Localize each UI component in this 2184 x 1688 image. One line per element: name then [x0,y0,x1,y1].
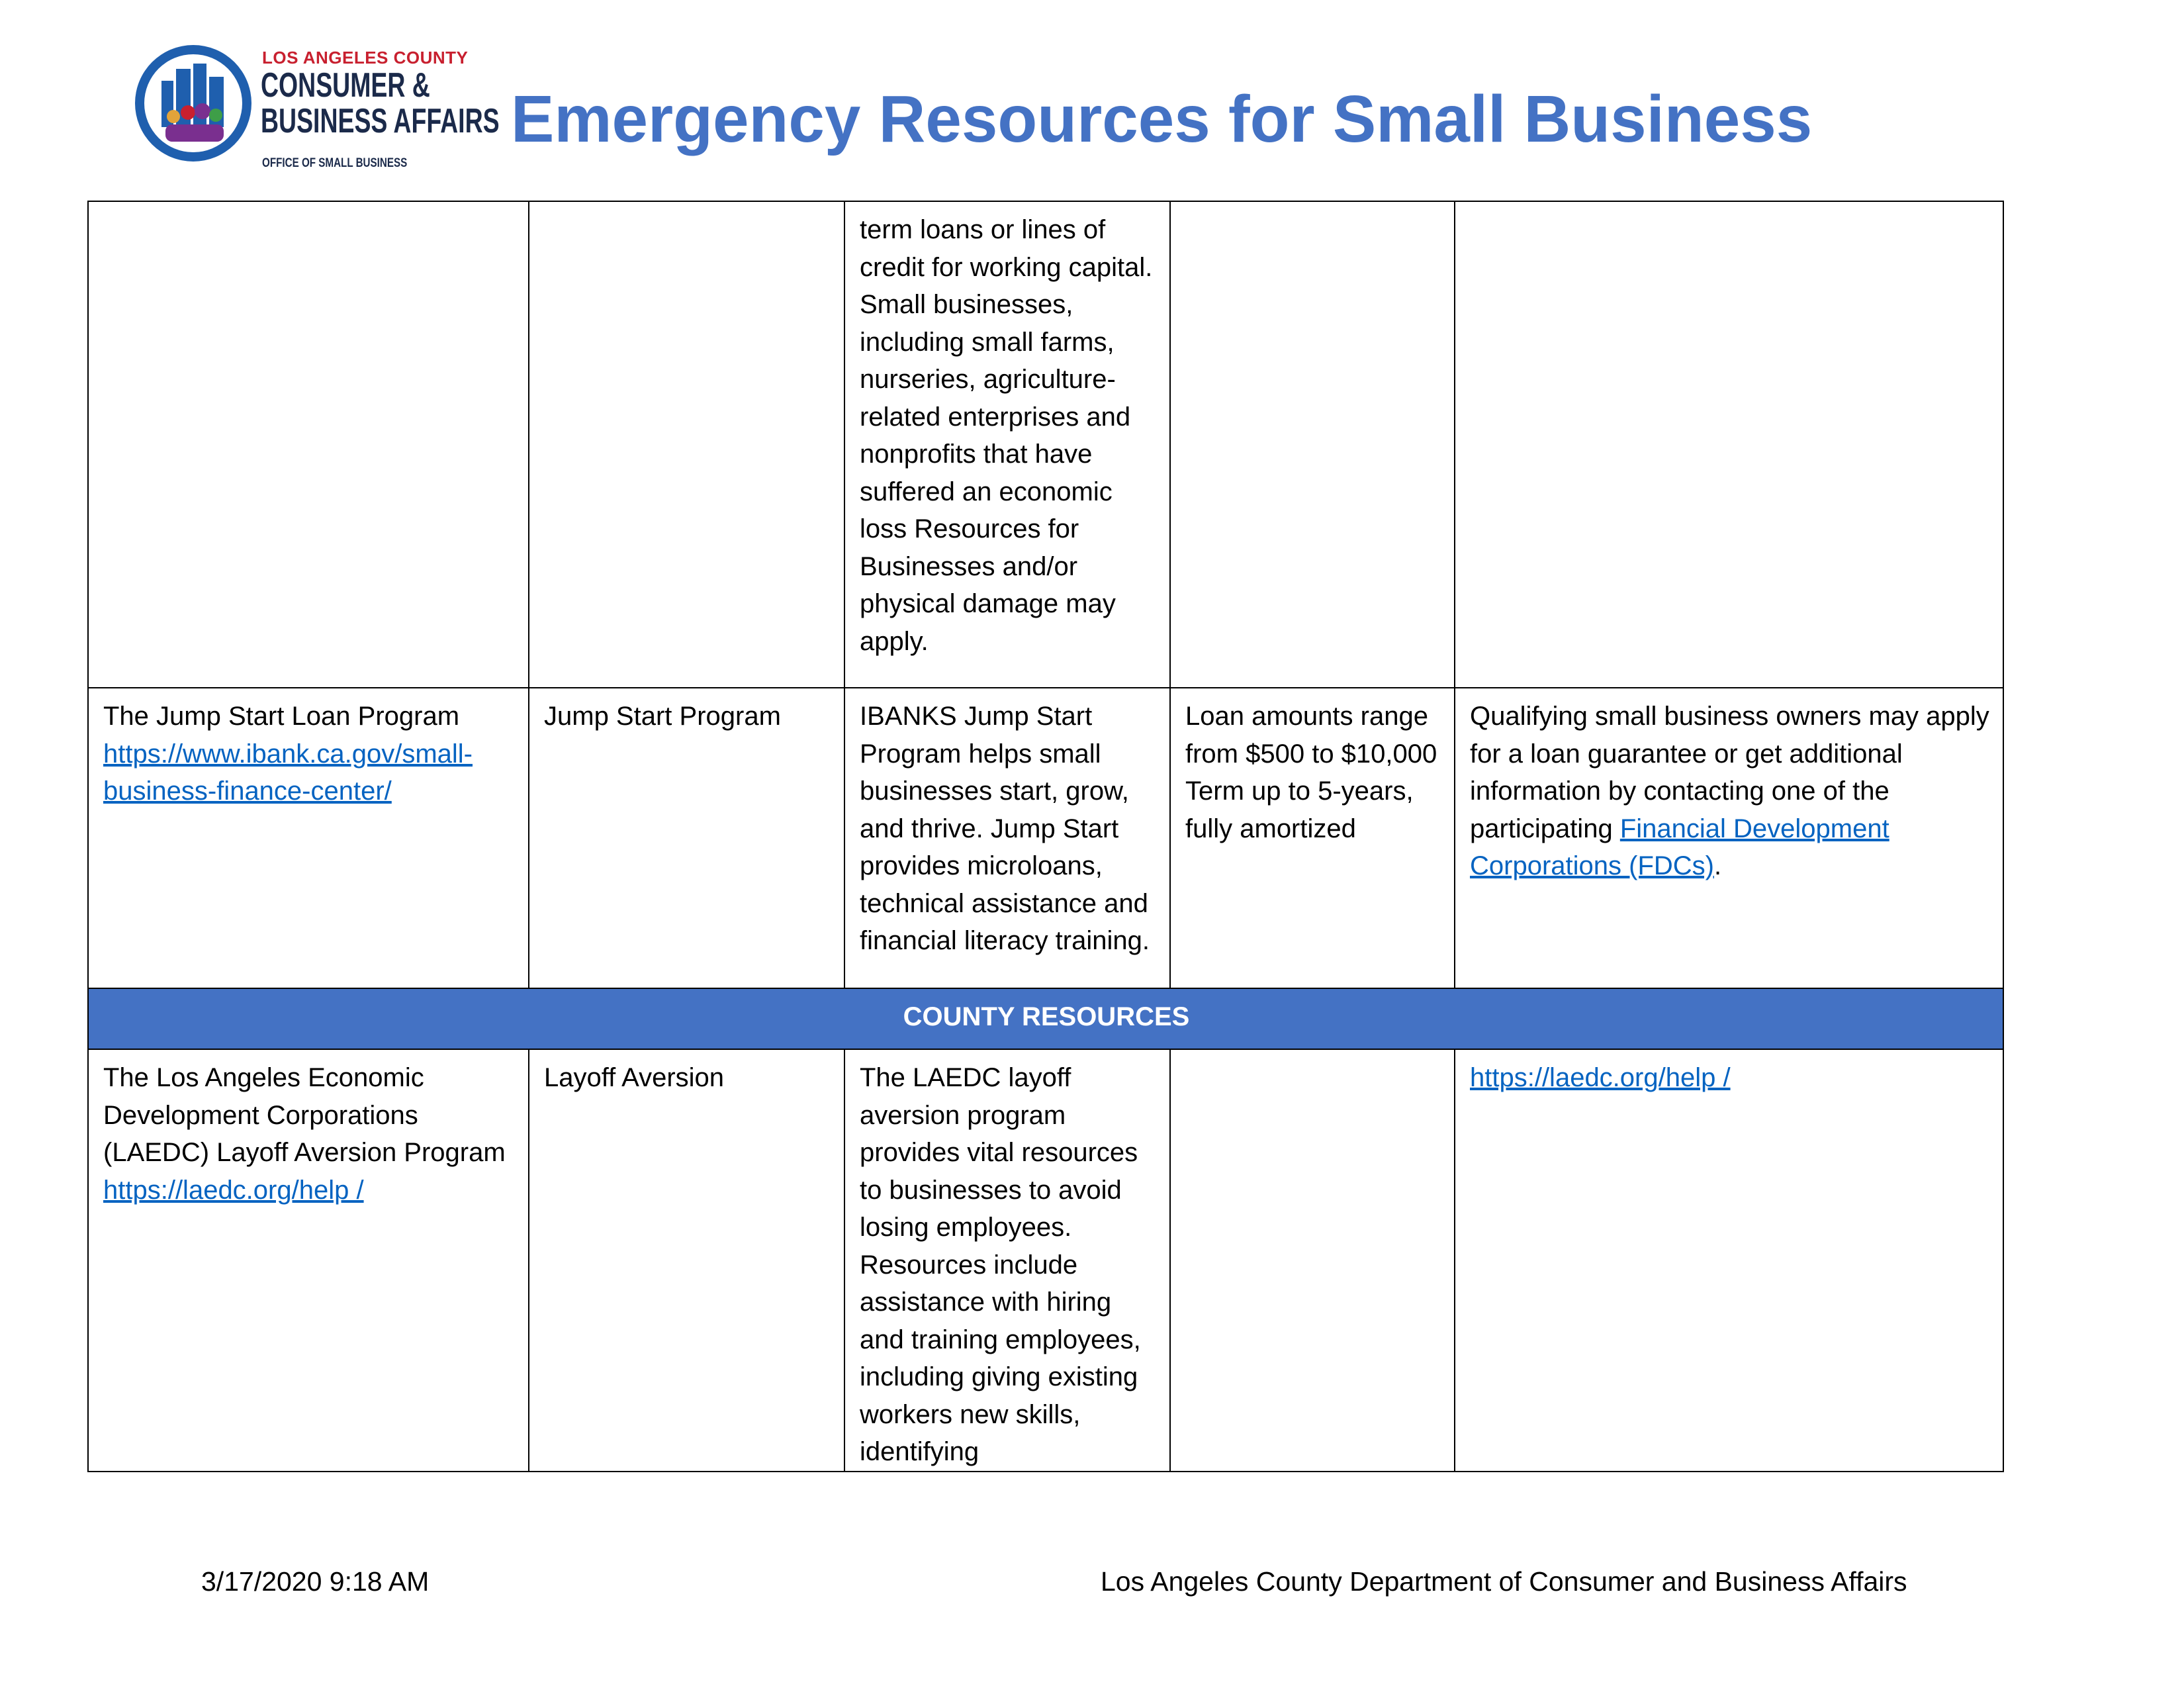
county-resources-heading: COUNTY RESOURCES [88,988,2003,1049]
contact-cell [1455,688,2003,988]
dcba-logo [132,42,500,175]
section-row [88,988,2003,1049]
logo-name-text: CONSUMER & BUSINESS AFFAIRS [261,66,500,140]
category-cell: Layoff Aversion [529,1049,844,1472]
footer-timestamp: 3/17/2020 9:18 AM [201,1566,430,1597]
description-cell: IBANKS Jump Start Program helps small businesses start, grow, and thrive. Jump Start provides microloans, technical assistance and financial literacy training. [844,688,1170,988]
ibank-link[interactable]: https://www.ibank.ca.gov/small-business-finance-center/ [103,739,473,806]
terms-cell [1170,688,1455,988]
description-cell: The LAEDC layoff aversion program provides vital resources to businesses to avoid losing employees. Resources include assistance with hiring and training employees, including giving existing workers new skills, identifying [844,1049,1170,1472]
laedc-link[interactable]: https://laedc.org/help / [103,1175,364,1205]
contact-text: Qualifying small business owners may apply for a loan guarantee or get additional information by contacting one of the participating [1470,702,1989,843]
category-cell: Jump Start Program [529,688,844,988]
category-cell [529,201,844,688]
program-name: The Los Angeles Economic Development Corporations (LAEDC) Layoff Aversion Program [103,1063,506,1167]
logo-office-text: OFFICE OF SMALL BUSINESS [262,156,408,170]
dcba-seal-icon [132,42,254,164]
program-cell [88,688,529,988]
laedc-contact-link[interactable]: https://laedc.org/help / [1470,1063,1731,1092]
loan-amount-text: Loan amounts range from $500 to $10,000 [1185,702,1437,769]
contact-period: . [1713,851,1722,880]
table-row [88,201,2003,688]
table-row [88,688,2003,988]
page-title: Emergency Resources for Small Business [511,82,1813,156]
program-cell [88,201,529,688]
program-name: The Jump Start Loan Program [103,702,460,731]
footer-department: Los Angeles County Department of Consumer and Business Affairs [1101,1566,1907,1597]
terms-cell [1170,201,1455,688]
loan-term-text: Term up to 5-years, fully amortized [1185,776,1414,843]
logo-county-text: LOS ANGELES COUNTY [262,48,469,68]
table-row [88,1049,2003,1472]
program-cell [88,1049,529,1472]
fdc-link[interactable]: Financial Development Corporations (FDCs) [1470,814,1889,880]
contact-cell [1455,201,2003,688]
resources-table [87,201,2004,1472]
description-cell: term loans or lines of credit for working capital. Small businesses, including small farms, nurseries, agriculture-related enterprises and nonprofits that have suffered an economic loss Resources for Businesses and/or physical damage may apply. [844,201,1170,688]
terms-cell [1170,1049,1455,1472]
contact-cell [1455,1049,2003,1472]
